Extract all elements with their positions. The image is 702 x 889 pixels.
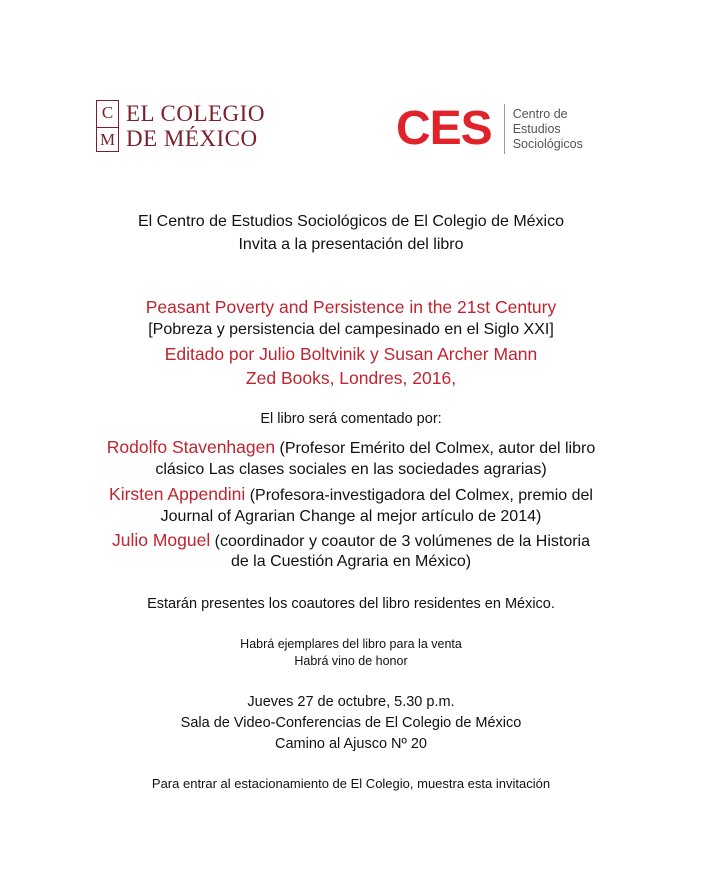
- wine-note: Habrá vino de honor: [294, 654, 408, 668]
- sale-note: Habrá ejemplares del libro para la venta: [240, 637, 462, 651]
- ces-divider: [504, 104, 505, 154]
- commentator-3-line-1: [0, 530, 702, 551]
- commentator-1-desc-1: (Profesor Emérito del Colmex, autor del libro: [275, 440, 596, 457]
- book-title: Peasant Poverty and Persistence in the 21st Century: [145, 297, 557, 317]
- commentator-3-desc-2: de la Cuestión Agraria en México): [230, 553, 472, 570]
- ces-fullname: [513, 107, 583, 152]
- intro-line-2: Invita a la presentación del libro: [238, 236, 464, 253]
- commentator-1-line-1: [0, 437, 702, 458]
- coauthors-note: Estarán presentes los coautores del libro residentes en México.: [147, 596, 555, 612]
- event-venue: Sala de Video-Conferencias de El Colegio de México: [180, 715, 522, 731]
- book-editors: Editado por Julio Boltvinik y Susan Archer Mann: [164, 344, 538, 364]
- ces-line-3: Sociológicos: [512, 136, 583, 151]
- event-address: Camino al Ajusco Nº 20: [275, 736, 427, 752]
- colmex-mark-m: M: [97, 127, 118, 148]
- ces-logo: [396, 104, 583, 154]
- commentator-3-name: Julio Moguel: [111, 530, 211, 550]
- commentator-3-desc-1: (coordinador y coautor de 3 volúmenes de la Historia: [210, 533, 590, 550]
- event-date: Jueves 27 de octubre, 5.30 p.m.: [247, 694, 455, 710]
- commentator-2-line-1: [0, 484, 702, 505]
- intro-line-1: El Centro de Estudios Sociológicos de El Colegio de México: [137, 213, 564, 230]
- commentators-heading: El libro será comentado por:: [260, 411, 442, 427]
- ces-acronym: CES: [396, 102, 492, 155]
- commentator-2-name: Kirsten Appendini: [109, 484, 246, 504]
- book-publisher: Zed Books, Londres, 2016,: [245, 368, 457, 388]
- book-translation: [Pobreza y persistencia del campesinado en el Siglo XXI]: [148, 321, 554, 338]
- commentator-1-desc-2: clásico Las clases sociales en las sociedades agrarias): [155, 461, 547, 478]
- ces-line-2: Estudios: [512, 121, 561, 136]
- parking-note: Para entrar al estacionamiento de El Colegio, muestra esta invitación: [151, 776, 551, 791]
- colmex-emblem-icon: [96, 100, 119, 152]
- commentator-2-desc-2: Journal of Agrarian Change al mejor artículo de 2014): [160, 508, 542, 525]
- colmex-wordmark: [126, 101, 265, 151]
- ces-line-1: Centro de: [512, 106, 568, 121]
- colmex-line-2: DE MÉXICO: [126, 126, 258, 151]
- colmex-line-1: EL COLEGIO: [126, 101, 265, 126]
- colmex-mark-c: C: [101, 103, 114, 122]
- commentator-2-desc-1: (Profesora-investigadora del Colmex, premio del: [245, 487, 593, 504]
- colmex-logo: [96, 100, 265, 152]
- commentator-1-name: Rodolfo Stavenhagen: [106, 437, 276, 457]
